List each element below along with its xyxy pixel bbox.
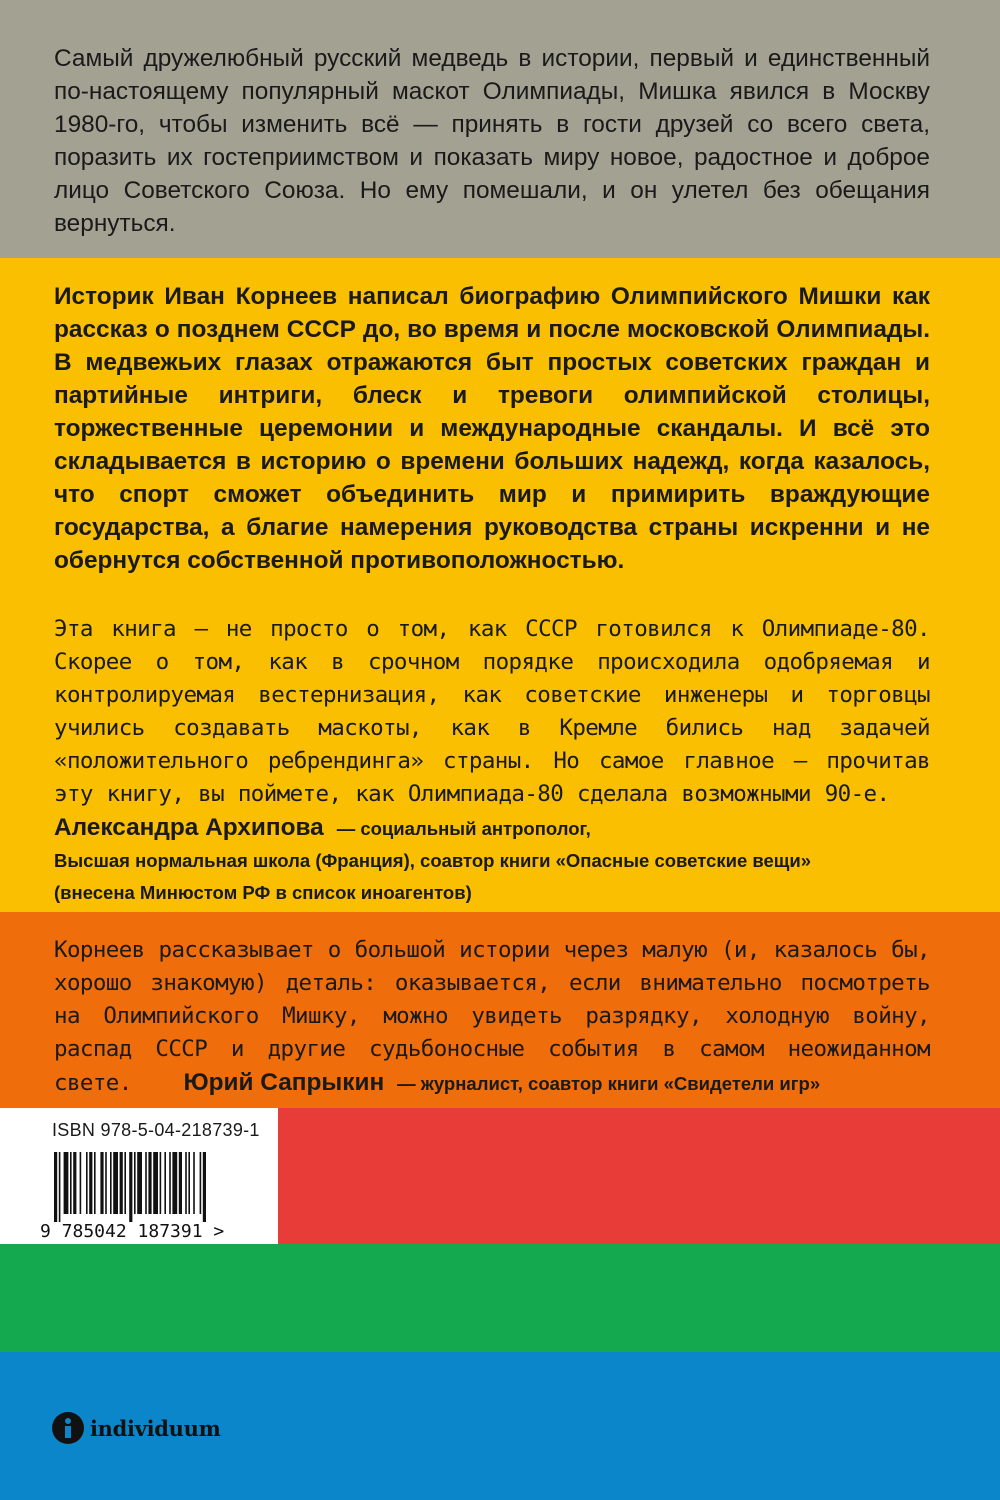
isbn-label: ISBN 978-5-04-218739-1 xyxy=(52,1120,260,1140)
quote-arkhipova-credit-line3: (внесена Минюстом РФ в список иноагентов) xyxy=(54,882,472,903)
barcode-bar xyxy=(86,1152,88,1214)
quote-arkhipova xyxy=(54,613,930,845)
barcode-bar xyxy=(164,1152,166,1214)
barcode-bar xyxy=(193,1152,195,1214)
barcode-bar xyxy=(113,1152,118,1214)
barcode-bar xyxy=(145,1152,147,1214)
barcode-bar xyxy=(134,1152,136,1214)
annotation-band xyxy=(0,258,1000,912)
intro-band xyxy=(0,0,1000,258)
quote-arkhipova-credit-line2: Высшая нормальная школа (Франция), соавтор книги «Опасные советские вещи» xyxy=(54,850,812,871)
barcode-bar xyxy=(94,1152,96,1214)
barcode-bar xyxy=(169,1152,171,1214)
info-i-circle-icon xyxy=(52,1412,84,1444)
quote-arkhipova-credit: — социальный антрополог, xyxy=(336,818,591,839)
quote-saprykin-author: Юрий Сапрыкин xyxy=(183,1069,385,1096)
barcode-bar xyxy=(89,1152,92,1214)
quote-saprykin-credit: — журналист, соавтор книги «Свидетели игр» xyxy=(397,1073,821,1094)
barcode-bar xyxy=(172,1152,177,1214)
barcode-bar xyxy=(185,1152,187,1214)
barcode-bar xyxy=(153,1152,158,1214)
publisher-logo xyxy=(52,1412,221,1444)
barcode-bar xyxy=(80,1152,82,1214)
quote-arkhipova-author: Александра Архипова xyxy=(54,814,324,841)
barcode-bar xyxy=(188,1152,190,1214)
barcode-bar xyxy=(179,1152,182,1214)
barcode-bar xyxy=(124,1152,126,1214)
quote-saprykin-text: Корнеев рассказывает о большой истории через малую (и, казалось бы, хорошо знакомую) деталь: оказывается, если внимательно посмотреть на Олимпийского Мишку, можно увидеть разрядку, холодную войну, распад СССР и другие судьбоносные события в самом неожиданном свете. xyxy=(54,937,930,1096)
intro-paragraph: Самый дружелюбный русский медведь в истории, первый и единственный по-настоящему популярный маскот Олимпиады, Мишка явился в Москву 1980-го, чтобы изменить всё — принять в гости друзей со всего света, поразить их гостеприимством и показать миру новое, радостное и доброе лицо Советского Союза. Но ему помешали, и он улетел без обещания вернуться. xyxy=(54,45,930,237)
isbn-block xyxy=(0,1108,278,1244)
barcode-bar xyxy=(203,1152,206,1222)
barcode-bar xyxy=(54,1152,57,1222)
barcode-bar xyxy=(160,1152,162,1214)
barcode-bar xyxy=(110,1152,112,1214)
barcode-bar xyxy=(105,1152,107,1214)
barcode-bar xyxy=(148,1152,151,1214)
barcode-bar xyxy=(129,1152,132,1222)
barcode-bar xyxy=(59,1152,61,1222)
barcode-bar xyxy=(70,1152,72,1214)
barcode-bar xyxy=(64,1152,69,1214)
quote-saprykin xyxy=(54,934,930,1100)
barcode-digits: 9 785042 187391 > xyxy=(40,1221,225,1240)
quote-arkhipova-text: Эта книга — не просто о том, как СССР готовился к Олимпиаде-80. Скорее о том, как в срочном порядке происходила одобряемая и контролируемая вестернизация, как советские инженеры и торговцы учились создавать маскоты, как в Кремле бились над задачей «положительного ребрендинга» страны. Но самое главное — прочитав эту книгу, вы поймете, как Олимпиада-80 сделала возможными 90-е. xyxy=(54,616,930,807)
annotation-paragraph: Историк Иван Корнеев написал биографию Олимпийского Мишки как рассказ о позднем СССР до, во время и после московской Олимпиады. В медвежьих глазах отражаются быт простых советских граждан и партийные интриги, блеск и тревоги олимпийской столицы, торжественные церемонии и международные скандалы. И всё это складывается в историю о времени больших надежд, когда казалось, что спорт сможет объединить мир и примирить враждующие государства, а благие намерения руководства страны искренни и не обернутся собственной противоположностью. xyxy=(54,283,930,574)
barcode-bar xyxy=(137,1152,142,1214)
barcode-bar xyxy=(120,1152,123,1214)
barcode-bar xyxy=(200,1152,202,1214)
barcode-bar xyxy=(100,1152,103,1214)
publisher-name: individuum xyxy=(90,1415,221,1441)
green-band xyxy=(0,1244,1000,1352)
barcode-icon xyxy=(40,1148,270,1240)
quote-band xyxy=(0,912,1000,1108)
barcode-bar xyxy=(73,1152,76,1214)
